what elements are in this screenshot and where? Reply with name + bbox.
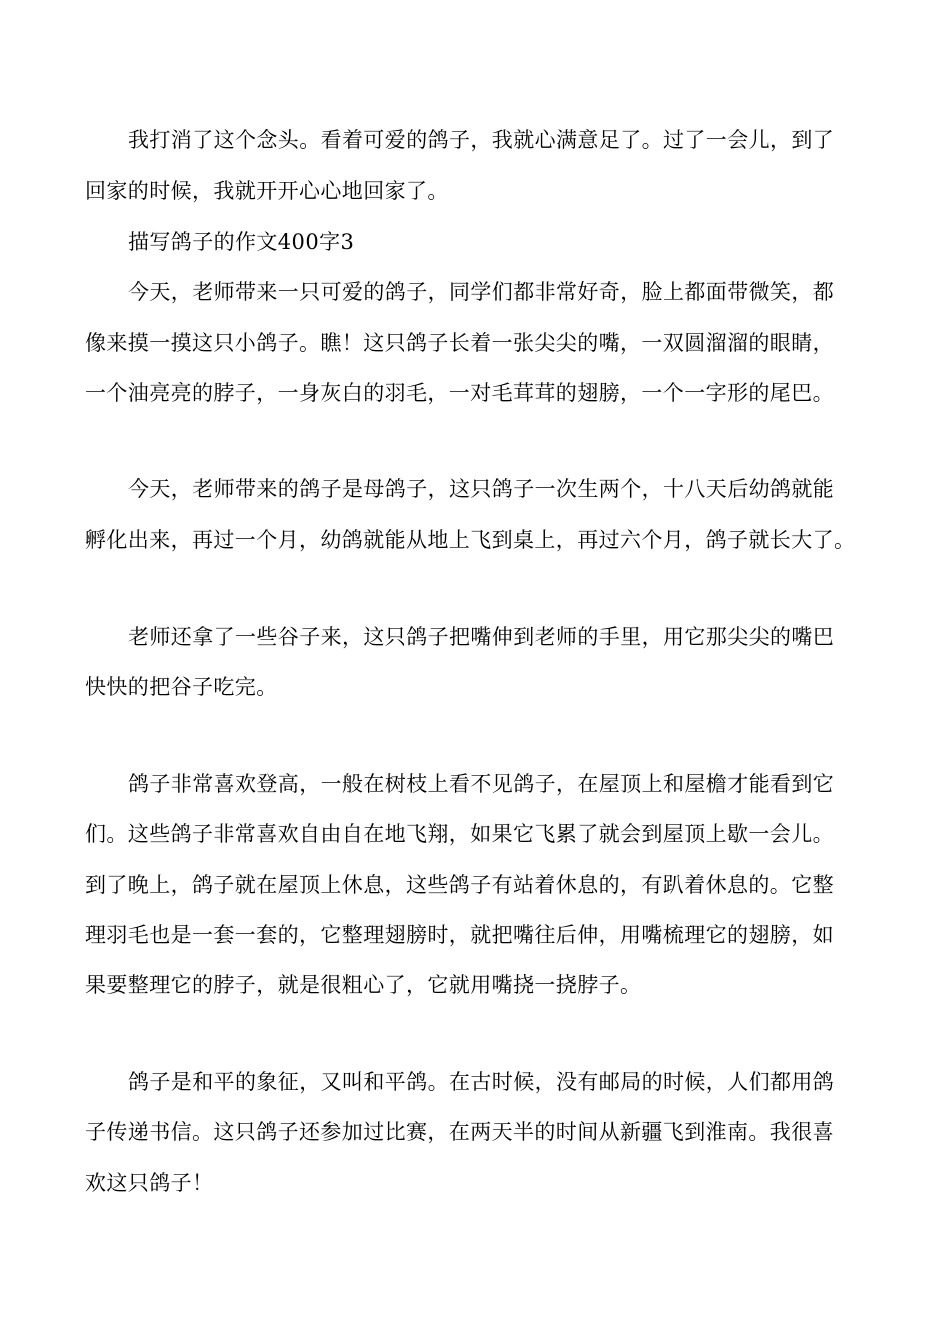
section-heading: 描写鸽子的作文400字3 <box>128 230 355 254</box>
text-line: 鸽子非常喜欢登高，一般在树枝上看不见鸽子，在屋顶上和屋檐才能看到它 <box>128 772 835 796</box>
text-line: 回家的时候，我就开开心心地回家了。 <box>85 179 449 203</box>
text-line: 快快的把谷子吃完。 <box>85 675 278 699</box>
text-line: 们。这些鸽子非常喜欢自由自在地飞翔，如果它飞累了就会到屋顶上歇一会儿。 <box>85 822 834 846</box>
text-line: 果要整理它的脖子，就是很粗心了，它就用嘴挠一挠脖子。 <box>85 973 642 997</box>
text-line: 孵化出来，再过一个月，幼鸽就能从地上飞到桌上，再过六个月，鸽子就长大了。 <box>85 528 856 552</box>
text-line: 子传递书信。这只鸽子还参加过比赛，在两天半的时间从新疆飞到淮南。我很喜 <box>85 1120 834 1144</box>
text-line: 老师还拿了一些谷子来，这只鸽子把嘴伸到老师的手里，用它那尖尖的嘴巴 <box>128 625 835 649</box>
text-line: 一个油亮亮的脖子，一身灰白的羽毛，一对毛茸茸的翅膀，一个一字形的尾巴。 <box>85 381 834 405</box>
text-line: 像来摸一摸这只小鸽子。瞧！这只鸽子长着一张尖尖的嘴，一双圆溜溜的眼睛， <box>85 331 834 355</box>
text-line: 理羽毛也是一套一套的，它整理翅膀时，就把嘴往后伸，用嘴梳理它的翅膀，如 <box>85 923 834 947</box>
text-line: 今天，老师带来一只可爱的鸽子，同学们都非常好奇，脸上都面带微笑，都 <box>128 280 835 304</box>
text-line: 我打消了这个念头。看着可爱的鸽子，我就心满意足了。过了一会儿，到了 <box>128 128 835 152</box>
text-line: 鸽子是和平的象征，又叫和平鸽。在古时候，没有邮局的时候，人们都用鸽 <box>128 1070 835 1094</box>
text-line: 到了晚上，鸽子就在屋顶上休息，这些鸽子有站着休息的，有趴着休息的。它整 <box>85 873 834 897</box>
text-line: 今天，老师带来的鸽子是母鸽子，这只鸽子一次生两个，十八天后幼鸽就能 <box>128 477 835 501</box>
text-line: 欢这只鸽子！ <box>85 1171 214 1195</box>
